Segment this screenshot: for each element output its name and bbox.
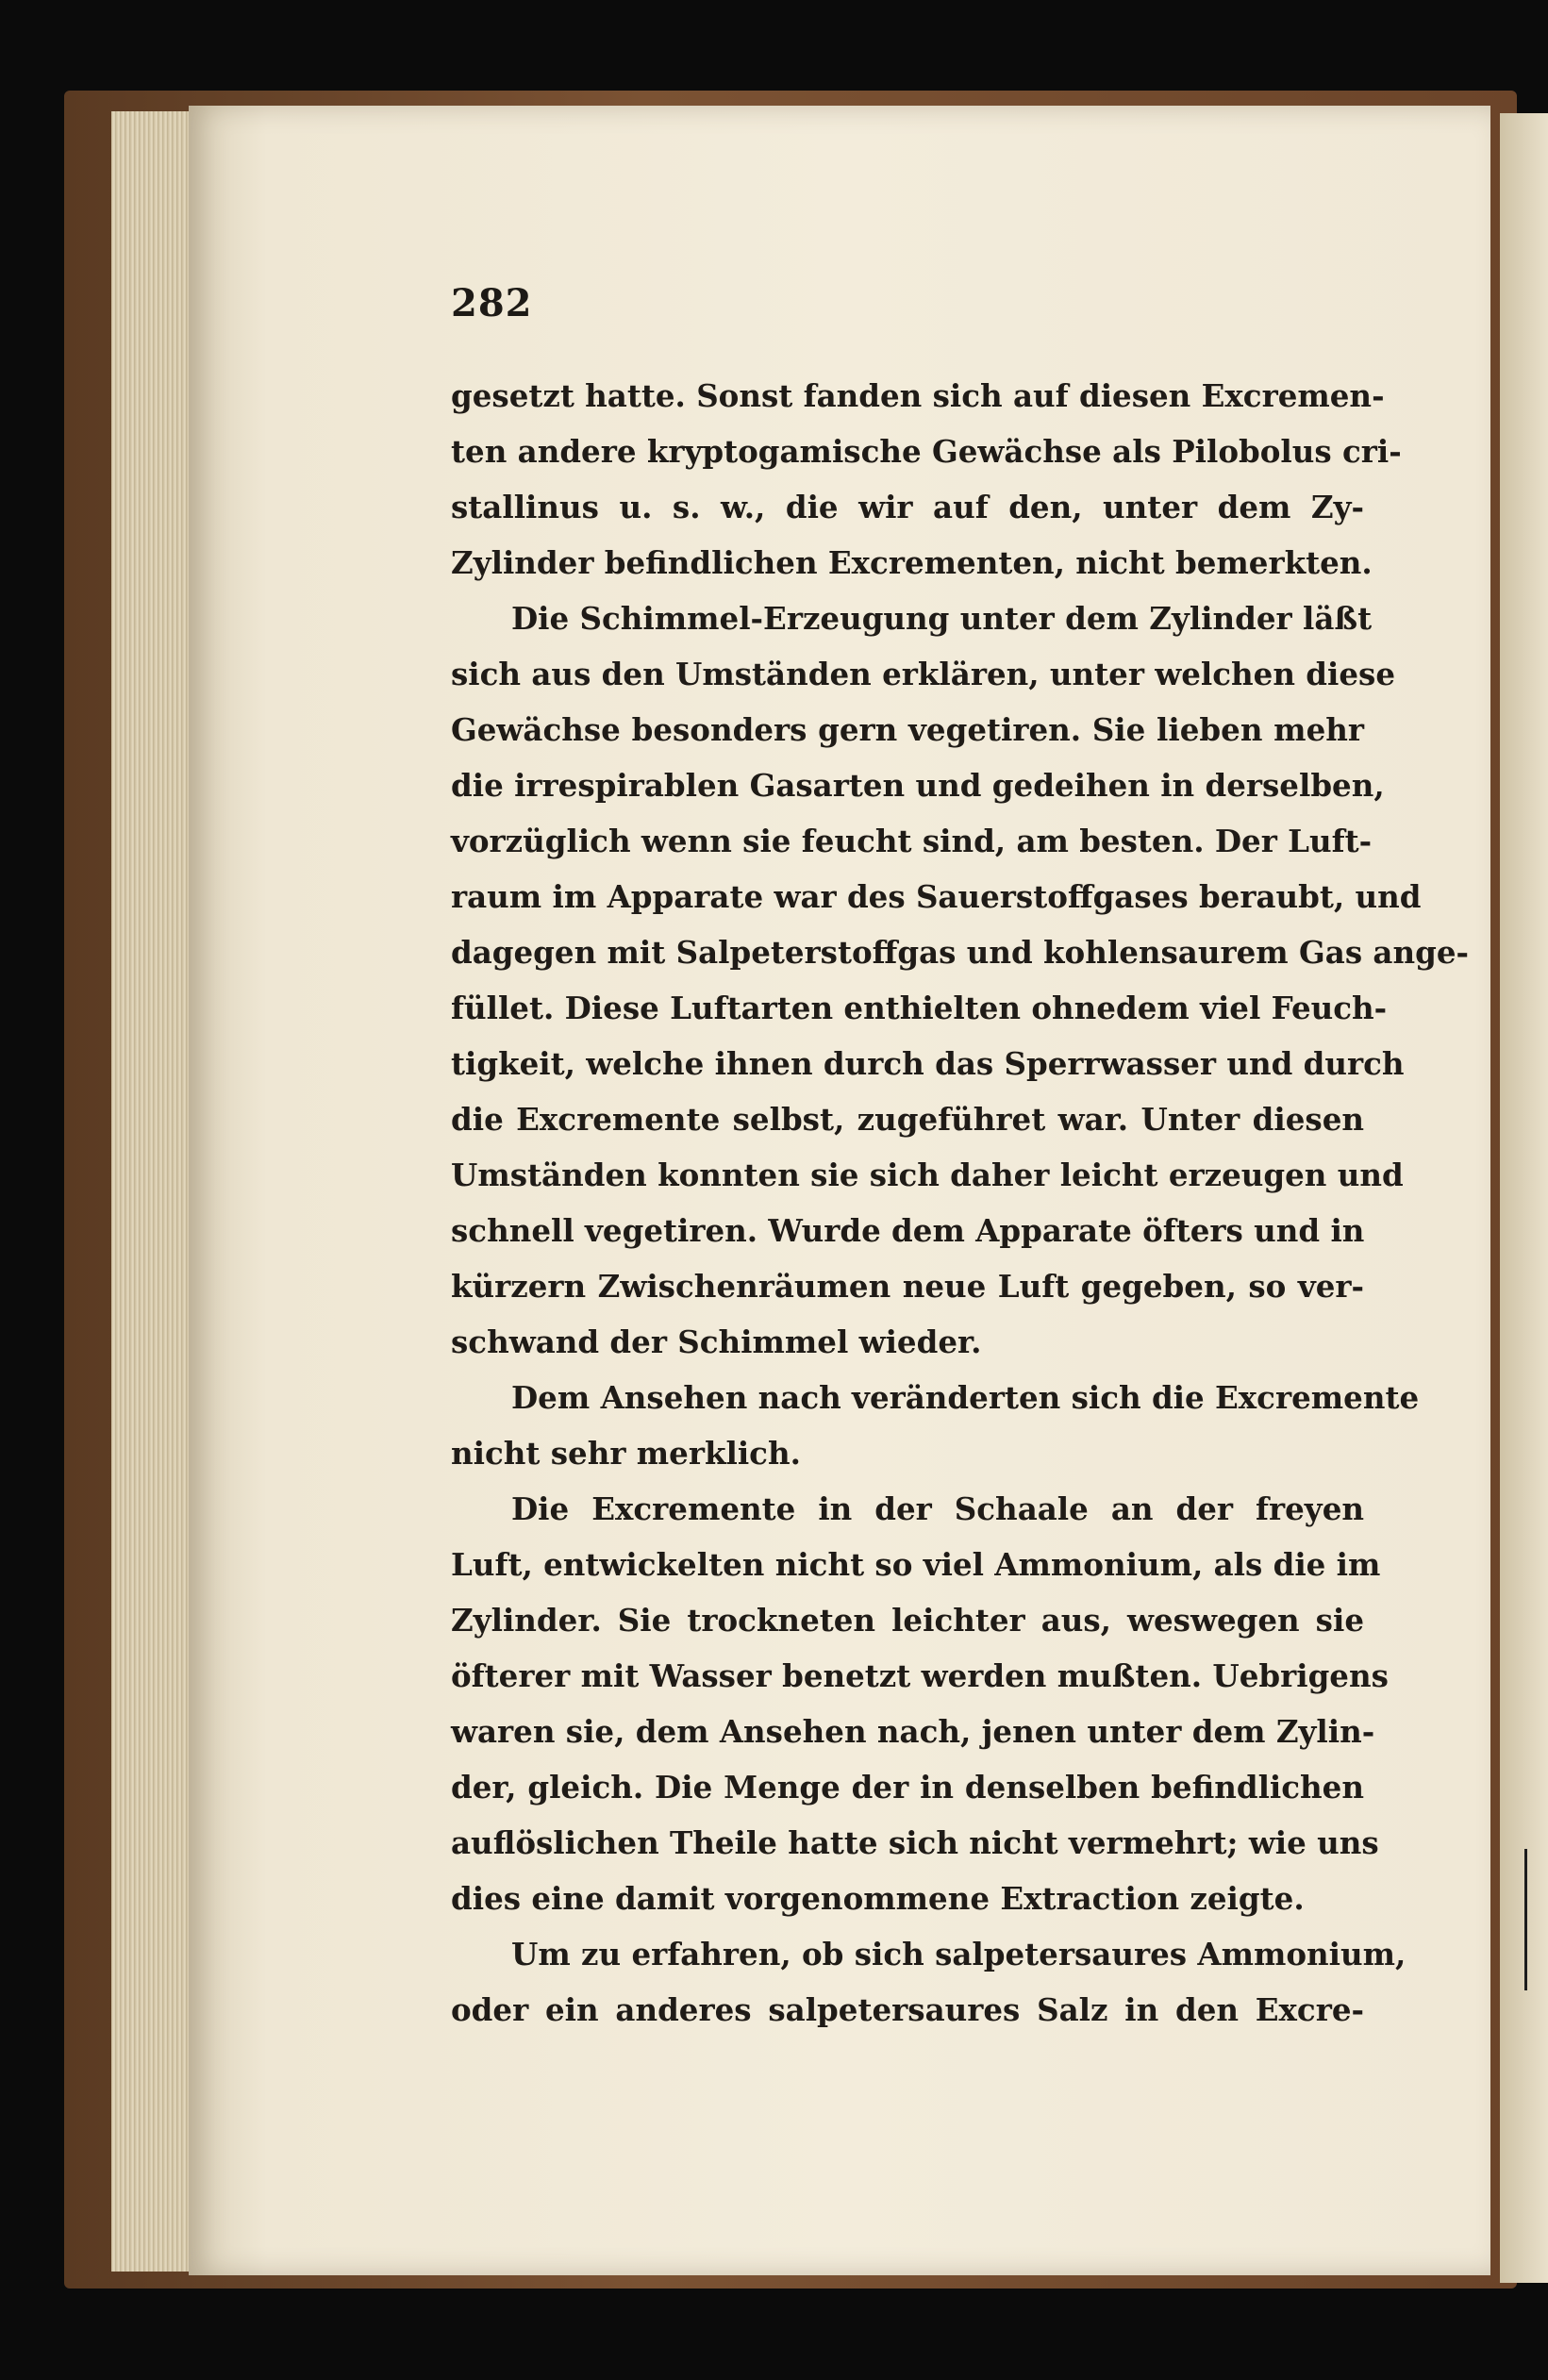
text-line: nicht sehr merklich. xyxy=(451,1435,801,1472)
text-line: ten andere kryptogamische Gewächse als Pilobolus cri- xyxy=(451,433,1402,470)
text-line: füllet. Diese Luftarten enthielten ohnedem viel Feuch- xyxy=(451,990,1388,1026)
text-line: Gewächse besonders gern vegetiren. Sie lieben mehr xyxy=(451,711,1364,748)
text-line: die irrespirablen Gasarten und gedeihen in derselben, xyxy=(451,767,1385,804)
text-line: Die Schimmel-Erzeugung unter dem Zylinder läßt xyxy=(511,600,1373,637)
text-line: vorzüglich wenn sie feucht sind, am besten. Der Luft- xyxy=(451,823,1373,859)
text-line: gesetzt hatte. Sonst fanden sich auf diesen Excremen- xyxy=(451,377,1385,414)
text-line: schnell vegetiren. Wurde dem Apparate öfters und in xyxy=(451,1212,1365,1249)
text-line: die Excremente selbst, zugeführet war. Unter diesen xyxy=(451,1101,1364,1138)
text-line: auflöslichen Theile hatte sich nicht vermehrt; wie uns xyxy=(451,1824,1379,1861)
text-line: Zylinder. Sie trockneten leichter aus, weswegen sie xyxy=(451,1602,1364,1639)
page-number: 282 xyxy=(451,281,533,325)
text-line: kürzern Zwischenräumen neue Luft gegeben, so ver- xyxy=(451,1268,1364,1305)
body-text xyxy=(451,368,1470,2038)
text-line: dagegen mit Salpeterstoffgas und kohlensaurem Gas ange- xyxy=(451,934,1470,971)
text-line: raum im Apparate war des Sauerstoffgases beraubt, und xyxy=(451,878,1422,915)
text-line: der, gleich. Die Menge der in denselben befindlichen xyxy=(451,1769,1364,1806)
text-line: Dem Ansehen nach veränderten sich die Excremente xyxy=(511,1379,1420,1416)
text-line: Luft, entwickelten nicht so viel Ammonium, als die im xyxy=(451,1546,1381,1583)
text-line: tigkeit, welche ihnen durch das Sperrwasser und durch xyxy=(451,1045,1405,1082)
text-line: schwand der Schimmel wieder. xyxy=(451,1323,982,1360)
text-line: Zylinder befindlichen Excrementen, nicht bemerkten. xyxy=(451,544,1373,581)
text-line: Umständen konnten sie sich daher leicht erzeugen und xyxy=(451,1157,1404,1193)
text-line: dies eine damit vorgenommene Extraction zeigte. xyxy=(451,1880,1305,1917)
binding-thread xyxy=(1524,1849,1527,1990)
text-line: Um zu erfahren, ob sich salpetersaures Ammonium, xyxy=(511,1936,1407,1972)
text-line: Die Excremente in der Schaale an der freyen xyxy=(511,1490,1364,1527)
text-line: waren sie, dem Ansehen nach, jenen unter dem Zylin- xyxy=(451,1713,1375,1750)
text-line: stallinus u. s. w., die wir auf den, unter dem Zy- xyxy=(451,489,1364,525)
text-line: sich aus den Umständen erklären, unter welchen diese xyxy=(451,656,1396,692)
text-line: öfterer mit Wasser benetzt werden mußten. Uebrigens xyxy=(451,1657,1389,1694)
text-line: oder ein anderes salpetersaures Salz in den Excre- xyxy=(451,1991,1364,2028)
